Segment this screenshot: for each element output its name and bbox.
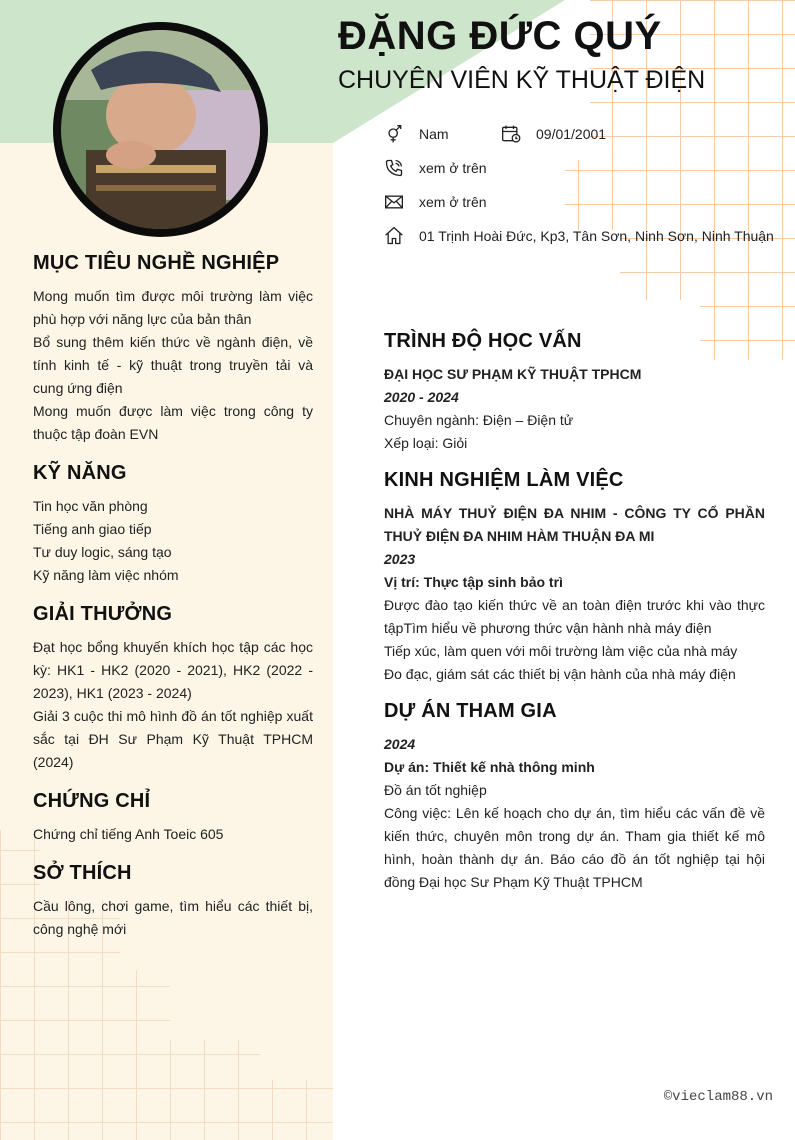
avatar [53,22,268,237]
objective-line: Mong muốn được làm việc trong công ty thuộc tập đoàn EVN [33,403,313,442]
award-line: Đạt học bổng khuyến khích học tập các học kỳ: HK1 - HK2 (2020 - 2021), HK2 (2022 - 2023), HK1 (2023 - 2024) [33,639,313,701]
gender-value: Nam [419,126,449,142]
phone-icon [384,158,404,178]
birthday-value: 09/01/2001 [536,126,607,142]
awards-title: GIẢI THƯỞNG [33,603,173,625]
contact-address [384,226,774,246]
skill-item: Tiếng anh giao tiếp [33,521,152,537]
education-major: Chuyên ngành: Điện – Điện tử [384,412,574,428]
skill-item: Tin học văn phòng [33,498,148,514]
objective-line: Bổ sung thêm kiến thức về ngành điện, về tính kinh tế - kỹ thuật trong truyền tải và cung ứng điện [33,334,313,396]
certificates-section [33,788,313,846]
watermark: ©vieclam88.vn [663,1089,773,1105]
mail-icon [384,192,404,212]
project-desc: Đồ án tốt nghiệp [384,782,487,798]
right-column [384,328,765,906]
education-period: 2020 - 2024 [384,389,459,405]
project-name: Dự án: Thiết kế nhà thông minh [384,759,595,775]
hobbies-title: SỞ THÍCH [33,862,132,884]
experience-line: Tiếp xúc, làm quen với môi trường làm việc của nhà máy [384,643,738,659]
experience-year: 2023 [384,551,416,567]
skills-section [33,460,313,587]
hobby-line: Cầu lông, chơi game, tìm hiểu các thiết bị, công nghệ mới [33,898,313,937]
avatar-photo [61,30,260,229]
calendar-icon [501,124,521,144]
skill-item: Kỹ năng làm việc nhóm [33,567,179,583]
certificates-title: CHỨNG CHỈ [33,790,151,812]
skill-item: Tư duy logic, sáng tạo [33,544,172,560]
contact-birthday [501,124,606,144]
award-line: Giải 3 cuộc thi mô hình đồ án tốt nghiệp xuất sắc tại ĐH Sư Phạm Kỹ Thuật TPHCM (2024) [33,708,313,770]
gender-icon [384,124,404,144]
projects-title: DỰ ÁN THAM GIA [384,700,557,722]
certificate-line: Chứng chỉ tiếng Anh Toeic 605 [33,826,224,842]
contact-gender [384,124,449,144]
contact-email [384,192,487,212]
email-value[interactable]: xem ở trên [419,194,487,210]
skills-title: KỸ NĂNG [33,462,127,484]
experience-section [384,467,765,686]
company-name: NHÀ MÁY THUỶ ĐIỆN ĐA NHIM - CÔNG TY CỔ PHẦN THUỶ ĐIỆN ĐA NHIM HÀM THUẬN ĐA MI [384,505,765,544]
objective-line: Mong muốn tìm được môi trường làm việc phù hợp với năng lực của bản thân [33,288,313,327]
job-title: CHUYÊN VIÊN KỸ THUẬT ĐIỆN [338,66,706,94]
education-title: TRÌNH ĐỘ HỌC VẤN [384,330,582,352]
project-year: 2024 [384,736,416,752]
experience-position: Vị trí: Thực tập sinh bảo trì [384,574,563,590]
experience-title: KINH NGHIỆM LÀM VIỆC [384,469,624,491]
home-icon [384,226,404,246]
experience-line: Được đào tạo kiến thức về an toàn điện trước khi vào thực tậpTìm hiểu về phương thức vận hành nhà máy điện [384,597,765,636]
projects-section [384,698,765,894]
objective-title: MỤC TIÊU NGHỀ NGHIỆP [33,252,280,274]
address-value: 01 Trịnh Hoài Đức, Kp3, Tân Sơn, Ninh Sơn, Ninh Thuận [419,228,774,244]
experience-line: Đo đạc, giám sát các thiết bị vận hành của nhà máy điện [384,666,736,682]
left-column [33,250,313,955]
awards-section [33,601,313,774]
objective-section [33,250,313,446]
project-work: Công việc: Lên kế hoạch cho dự án, tìm hiểu các vấn đề về kiến thức, chuyên môn trong dự án. Tham gia thiết kế mô hình, hoàn thành dự án. Báo cáo đồ án tốt nghiệp tại hội đồng Đại học Sư Phạm Kỹ Thuật TPHCM [384,805,765,890]
education-grade: Xếp loại: Giỏi [384,435,468,451]
school-name: ĐẠI HỌC SƯ PHẠM KỸ THUẬT TPHCM [384,366,642,382]
full-name: ĐẶNG ĐỨC QUÝ [338,14,662,58]
education-section [384,328,765,455]
contact-phone [384,158,487,178]
hobbies-section [33,860,313,941]
phone-value[interactable]: xem ở trên [419,160,487,176]
